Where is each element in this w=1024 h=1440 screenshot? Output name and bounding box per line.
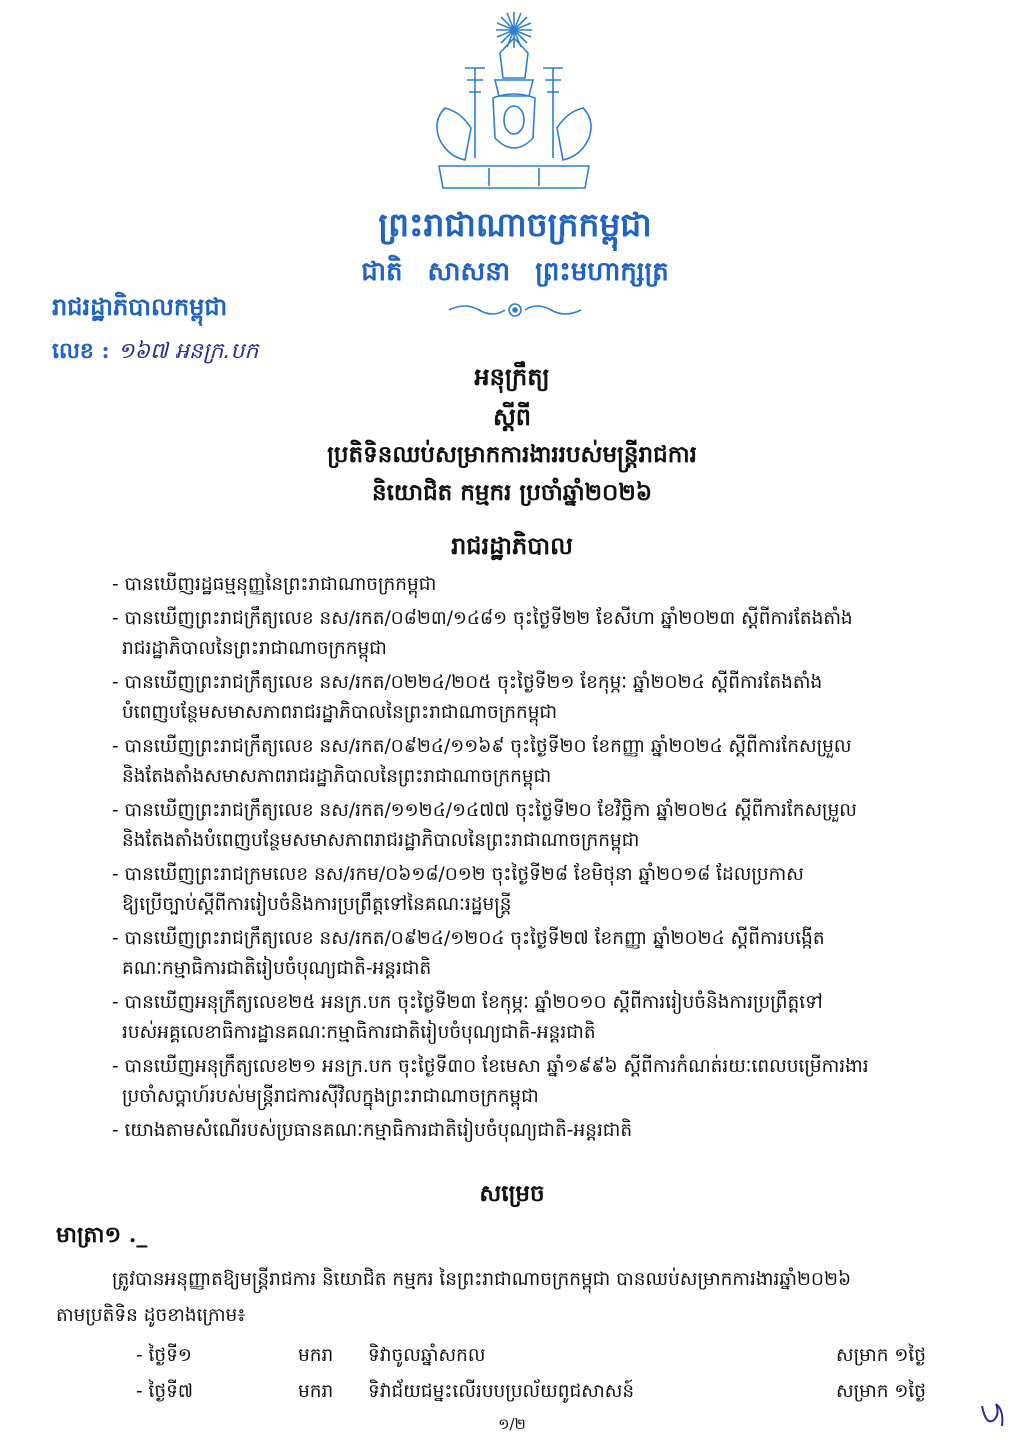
preamble-clauses bbox=[112, 570, 992, 1150]
preamble-clause: - បានឃើញព្រះរាជក្រមលេខ នស/រកម/០៦១៨/០១២ ចុះថ្ងៃទី២៨ ខែមិថុនា ឆ្នាំ២០១៨ ដែលប្រកាស ឱ្យប្រើច្បាប់ស្តីពីការរៀបចំនិងការប្រព្រឹត្តទៅនៃគណៈរដ្ឋមន្ត្រី bbox=[112, 864, 804, 915]
preamble-clause: - បានឃើញព្រះរាជក្រឹត្យលេខ នស/រកត/០៩២៤/១២០៤ ចុះថ្ងៃទី២៧ ខែកញ្ញា ឆ្នាំ២០២៤ ស្តីពីការបង្កើត គណៈកម្មាធិការជាតិរៀបចំបុណ្យជាតិ-អន្តរជាតិ bbox=[112, 928, 825, 979]
kingdom-title: ព្រះរាជាណាចក្រកម្ពុជា bbox=[378, 205, 652, 244]
holiday-row bbox=[136, 1374, 976, 1410]
royal-coat-of-arms-icon bbox=[425, 8, 603, 193]
title-line-1: អនុក្រឹត្យ bbox=[474, 362, 550, 391]
title-line-3: ប្រតិទិនឈប់សម្រាកការងាររបស់មន្ត្រីរាជការ bbox=[327, 441, 697, 468]
holiday-duration: សម្រាក ១ថ្ងៃ bbox=[836, 1381, 926, 1402]
preamble-clause: - យោងតាមសំណើរបស់ប្រធានគណៈកម្មាធិការជាតិរៀបចំបុណ្យជាតិ-អន្តរជាតិ bbox=[112, 1120, 633, 1141]
article-label: មាត្រា១ ._ bbox=[56, 1222, 148, 1248]
preamble-clause: - បានឃើញព្រះរាជក្រឹត្យលេខ នស/រកត/០៩២៤/១១៦៩ ចុះថ្ងៃទី២០ ខែកញ្ញា ឆ្នាំ២០២៤ ស្តីពីការកែសម្រួល និងតែងតាំងសមាសភាពរាជរដ្ឋាភិបាលនៃព្រះរាជាណាចក្រកម្ពុជា bbox=[112, 736, 852, 787]
holiday-duration: សម្រាក ១ថ្ងៃ bbox=[836, 1345, 926, 1366]
preamble-clause: - បានឃើញរដ្ឋធម្មនុញ្ញនៃព្រះរាជាណាចក្រកម្ពុជា bbox=[112, 574, 437, 595]
ornament-divider-icon bbox=[445, 298, 585, 322]
document-title bbox=[150, 358, 874, 512]
holiday-month: មករា bbox=[298, 1381, 334, 1402]
preamble-clause: - បានឃើញអនុក្រឹត្យលេខ២១ អនក្រ.បក ចុះថ្ងៃទី៣០ ខែមេសា ឆ្នាំ១៩៩៦ ស្តីពីការកំណត់រយៈពេលបម្រើការងារ ប្រចាំសប្តាហ៍របស់មន្ត្រីរាជការស៊ីវិលក្នុងព្រះរាជាណាចក្រកម្ពុជា bbox=[112, 1056, 869, 1107]
title-line-4: និយោជិត កម្មករ ប្រចាំឆ្នាំ២០២៦ bbox=[371, 479, 653, 506]
page-number: ១/២ bbox=[498, 1415, 526, 1433]
holiday-day: - ថ្ងៃទី៧ bbox=[136, 1381, 194, 1402]
preamble-clause: - បានឃើញអនុក្រឹត្យលេខ២៥ អនក្រ.បក ចុះថ្ងៃទី២៣ ខែកុម្ភៈ ឆ្នាំ២០១០ ស្តីពីការរៀបចំនិងការប្រព្រឹត្តទៅ របស់អគ្គលេខាធិការដ្ឋានគណៈកម្មាធិការជាតិរៀបចំបុណ្យជាតិ-អន្តរជាតិ bbox=[112, 992, 823, 1043]
government-name: រាជរដ្ឋាភិបាលកម្ពុជា bbox=[52, 292, 228, 321]
issuing-body-heading: រាជរដ្ឋាភិបាល bbox=[451, 531, 573, 560]
holiday-month: មករា bbox=[298, 1345, 334, 1366]
holiday-day: - ថ្ងៃទី១ bbox=[136, 1345, 192, 1366]
title-line-2: ស្តីពី bbox=[492, 402, 532, 431]
preamble-clause: - បានឃើញព្រះរាជក្រឹត្យលេខ នស/រកត/១១២៤/១៤៧៧ ចុះថ្ងៃទី២០ ខែវិច្ឆិកា ឆ្នាំ២០២៤ ស្តីពីការកែសម្រួល និងតែងតាំងបំពេញបន្ថែមសមាសភាពរាជរដ្ឋាភិបាលនៃព្រះរាជាណាចក្រកម្ពុជា bbox=[112, 800, 857, 851]
reference-label: លេខ : bbox=[52, 338, 110, 364]
holiday-name: ទិវាចូលឆ្នាំសកល bbox=[368, 1345, 486, 1366]
initial-mark-icon bbox=[976, 1398, 1010, 1432]
article-paragraph: ត្រូវបានអនុញ្ញាតឱ្យមន្ត្រីរាជការ និយោជិត កម្មករ នៃព្រះរាជាណាចក្រកម្ពុជា បានឈប់សម្រាកការងារឆ្នាំ២០២៦ តាមប្រតិទិន ដូចខាងក្រោម៖ bbox=[56, 1269, 852, 1326]
national-motto: ជាតិ សាសនា ព្រះមហាក្សត្រ bbox=[361, 257, 669, 287]
holiday-row bbox=[136, 1338, 976, 1374]
reference-number: ១៦៧ អនក្រ.បក bbox=[117, 339, 259, 364]
holiday-name: ទិវាជ័យជម្នះលើរបបប្រល័យពូជសាសន៍ bbox=[368, 1381, 635, 1402]
preamble-clause: - បានឃើញព្រះរាជក្រឹត្យលេខ នស/រកត/០៨២៣/១៤៨១ ចុះថ្ងៃទី២២ ខែសីហា ឆ្នាំ២០២៣ ស្តីពីការតែងតាំង រាជរដ្ឋាភិបាលនៃព្រះរាជាណាចក្រកម្ពុជា bbox=[112, 608, 853, 659]
preamble-clause: - បានឃើញព្រះរាជក្រឹត្យលេខ នស/រកត/០២២៤/២០៥ ចុះថ្ងៃទី២១ ខែកុម្ភៈ ឆ្នាំ២០២៤ ស្តីពីការតែងតាំង បំពេញបន្ថែមសមាសភាពរាជរដ្ឋាភិបាលនៃព្រះរាជាណាចក្រកម្ពុជា bbox=[112, 672, 823, 723]
decision-heading: សម្រេច bbox=[479, 1180, 545, 1207]
